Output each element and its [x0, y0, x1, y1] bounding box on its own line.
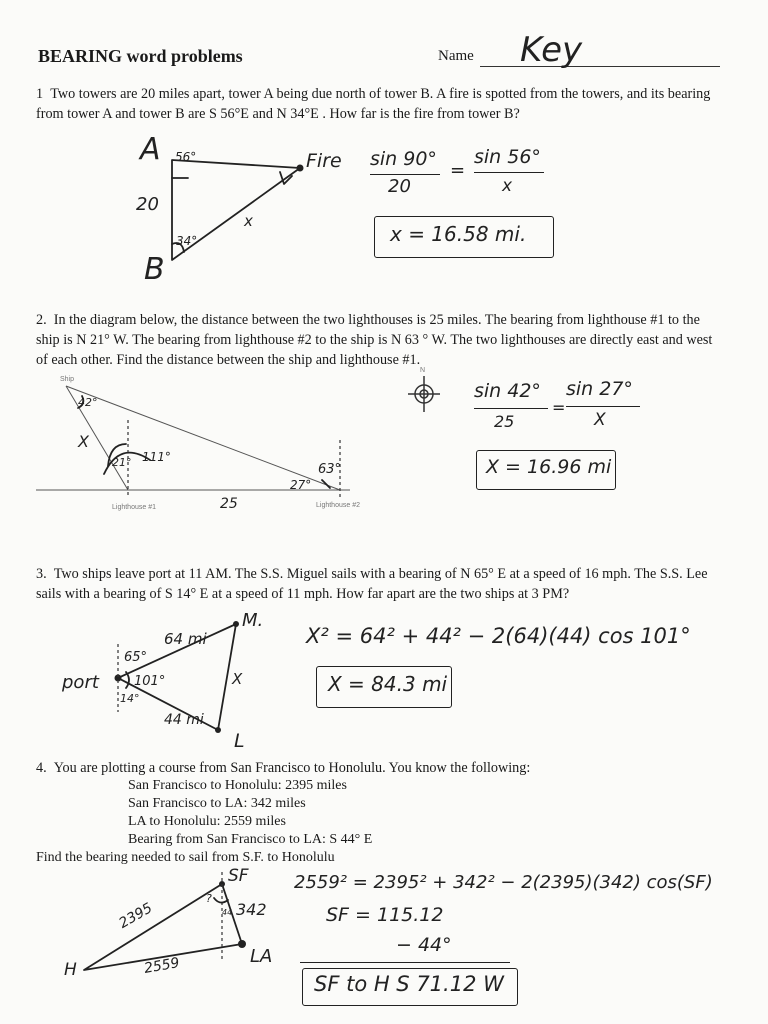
work-2-left-den: 25: [494, 412, 515, 431]
work-1-left-num: sin 90°: [370, 148, 437, 170]
label-side-44: 44 mi: [164, 712, 204, 728]
problem-number: 2.: [36, 312, 47, 328]
work-2-right-num: sin 27°: [566, 378, 633, 400]
label-x-3: X: [232, 670, 243, 688]
name-value-handwritten: Key: [520, 30, 583, 70]
problem-statement: You are plotting a course from San Francisco to Honolulu. You know the following:: [53, 760, 531, 776]
label-angle-101: 101°: [134, 674, 166, 689]
label-angle-65: 65°: [124, 650, 148, 665]
label-ship-m: M.: [242, 610, 264, 631]
label-side-20: 20: [136, 194, 159, 215]
label-angle-56: 56°: [175, 150, 197, 164]
label-la: LA: [250, 946, 273, 967]
label-h: H: [64, 960, 77, 980]
label-angle-14: 14°: [120, 692, 140, 705]
worksheet-title: BEARING word problems: [38, 46, 243, 66]
label-fire: Fire: [306, 150, 342, 172]
label-side-2395: 2395: [116, 900, 156, 932]
label-x-2: X: [78, 432, 89, 451]
la-point: [238, 940, 246, 948]
label-port: port: [62, 672, 99, 693]
label-b: B: [144, 252, 165, 287]
angle-arc-sf: [214, 898, 228, 903]
label-angle-63: 63°: [318, 462, 342, 477]
label-lighthouse-1: Lighthouse #1: [112, 504, 156, 511]
label-ship: Ship: [60, 376, 75, 383]
work-4-line3: − 44°: [396, 934, 452, 956]
label-angle-21: 21°: [112, 456, 132, 469]
given-line: San Francisco to Honolulu: 2395 miles: [128, 778, 347, 793]
problem-statement: Two ships leave port at 11 AM. The S.S. Miguel sails with a bearing of N 65° E at a speed of 16 mph. The S.S. Lee sails with a bearing of S 14° E at a speed of 11 mph. How far apart are the two ships at 3 PM?: [36, 566, 708, 602]
given-line: San Francisco to LA: 342 miles: [128, 796, 306, 811]
subtraction-bar: [300, 962, 510, 963]
problem-statement: In the diagram below, the distance between the two lighthouses is 25 miles. The bearing from lighthouse #1 to the ship is N 21° W. The bearing from lighthouse #2 to the ship is N 63 ° W. The two lighthouses are directly east and west of each other. Find the distance between the ship and lighthouse #1.: [36, 312, 713, 368]
work-1-equals: =: [450, 160, 466, 181]
label-angle-44: 44: [222, 908, 233, 917]
work-1-right-den: x: [502, 176, 513, 196]
work-1-left-den: 20: [388, 176, 411, 197]
answer-1: x = 16.58 mi.: [390, 222, 527, 246]
problem-statement: Two towers are 20 miles apart, tower A being due north of tower B. A fire is spotted from the towers, and its bearing from tower A and tower B are S 56°E and N 34°E . How far is the fire from tower B?: [36, 86, 711, 122]
label-angle-34: 34°: [176, 234, 198, 248]
problem-number: 3.: [36, 566, 47, 582]
label-a: A: [140, 132, 161, 167]
answer-2: X = 16.96 mi: [486, 456, 612, 478]
work-1-right-num: sin 56°: [474, 146, 541, 168]
label-side-2559: 2559: [142, 955, 181, 977]
work-4-line2: SF = 115.12: [326, 904, 444, 926]
work-2-equals: =: [552, 398, 566, 417]
work-4-line1: 2559² = 2395² + 342² − 2(2395)(342) cos(SF): [294, 872, 713, 893]
label-side-64: 64 mi: [164, 630, 207, 648]
problem-4-question: Find the bearing needed to sail from S.F. to Honolulu: [36, 850, 335, 865]
work-2-right-den: X: [594, 410, 606, 430]
problem-number: 1: [36, 86, 44, 102]
compass-n-label: N: [420, 367, 426, 374]
name-label: Name: [438, 48, 474, 64]
answer-4: SF to H S 71.12 W: [314, 972, 504, 996]
work-2-left-num: sin 42°: [474, 380, 541, 402]
answer-3: X = 84.3 mi: [328, 672, 448, 696]
label-side-342: 342: [236, 900, 267, 919]
label-x: x: [244, 212, 253, 230]
label-angle-111: 111°: [142, 450, 171, 464]
label-angle-27: 27°: [290, 478, 312, 492]
label-angle-42: 42°: [78, 396, 98, 409]
given-line: LA to Honolulu: 2559 miles: [128, 814, 286, 829]
given-line: Bearing from San Francisco to LA: S 44° E: [128, 832, 373, 847]
problem-number: 4.: [36, 760, 47, 776]
label-lighthouse-2: Lighthouse #2: [316, 502, 360, 509]
label-question-mark: ?: [206, 892, 212, 905]
label-ship-l: L: [234, 730, 245, 752]
label-sf: SF: [228, 866, 249, 886]
label-distance-25: 25: [220, 496, 238, 512]
work-3-equation: X² = 64² + 44² − 2(64)(44) cos 101°: [306, 624, 691, 648]
